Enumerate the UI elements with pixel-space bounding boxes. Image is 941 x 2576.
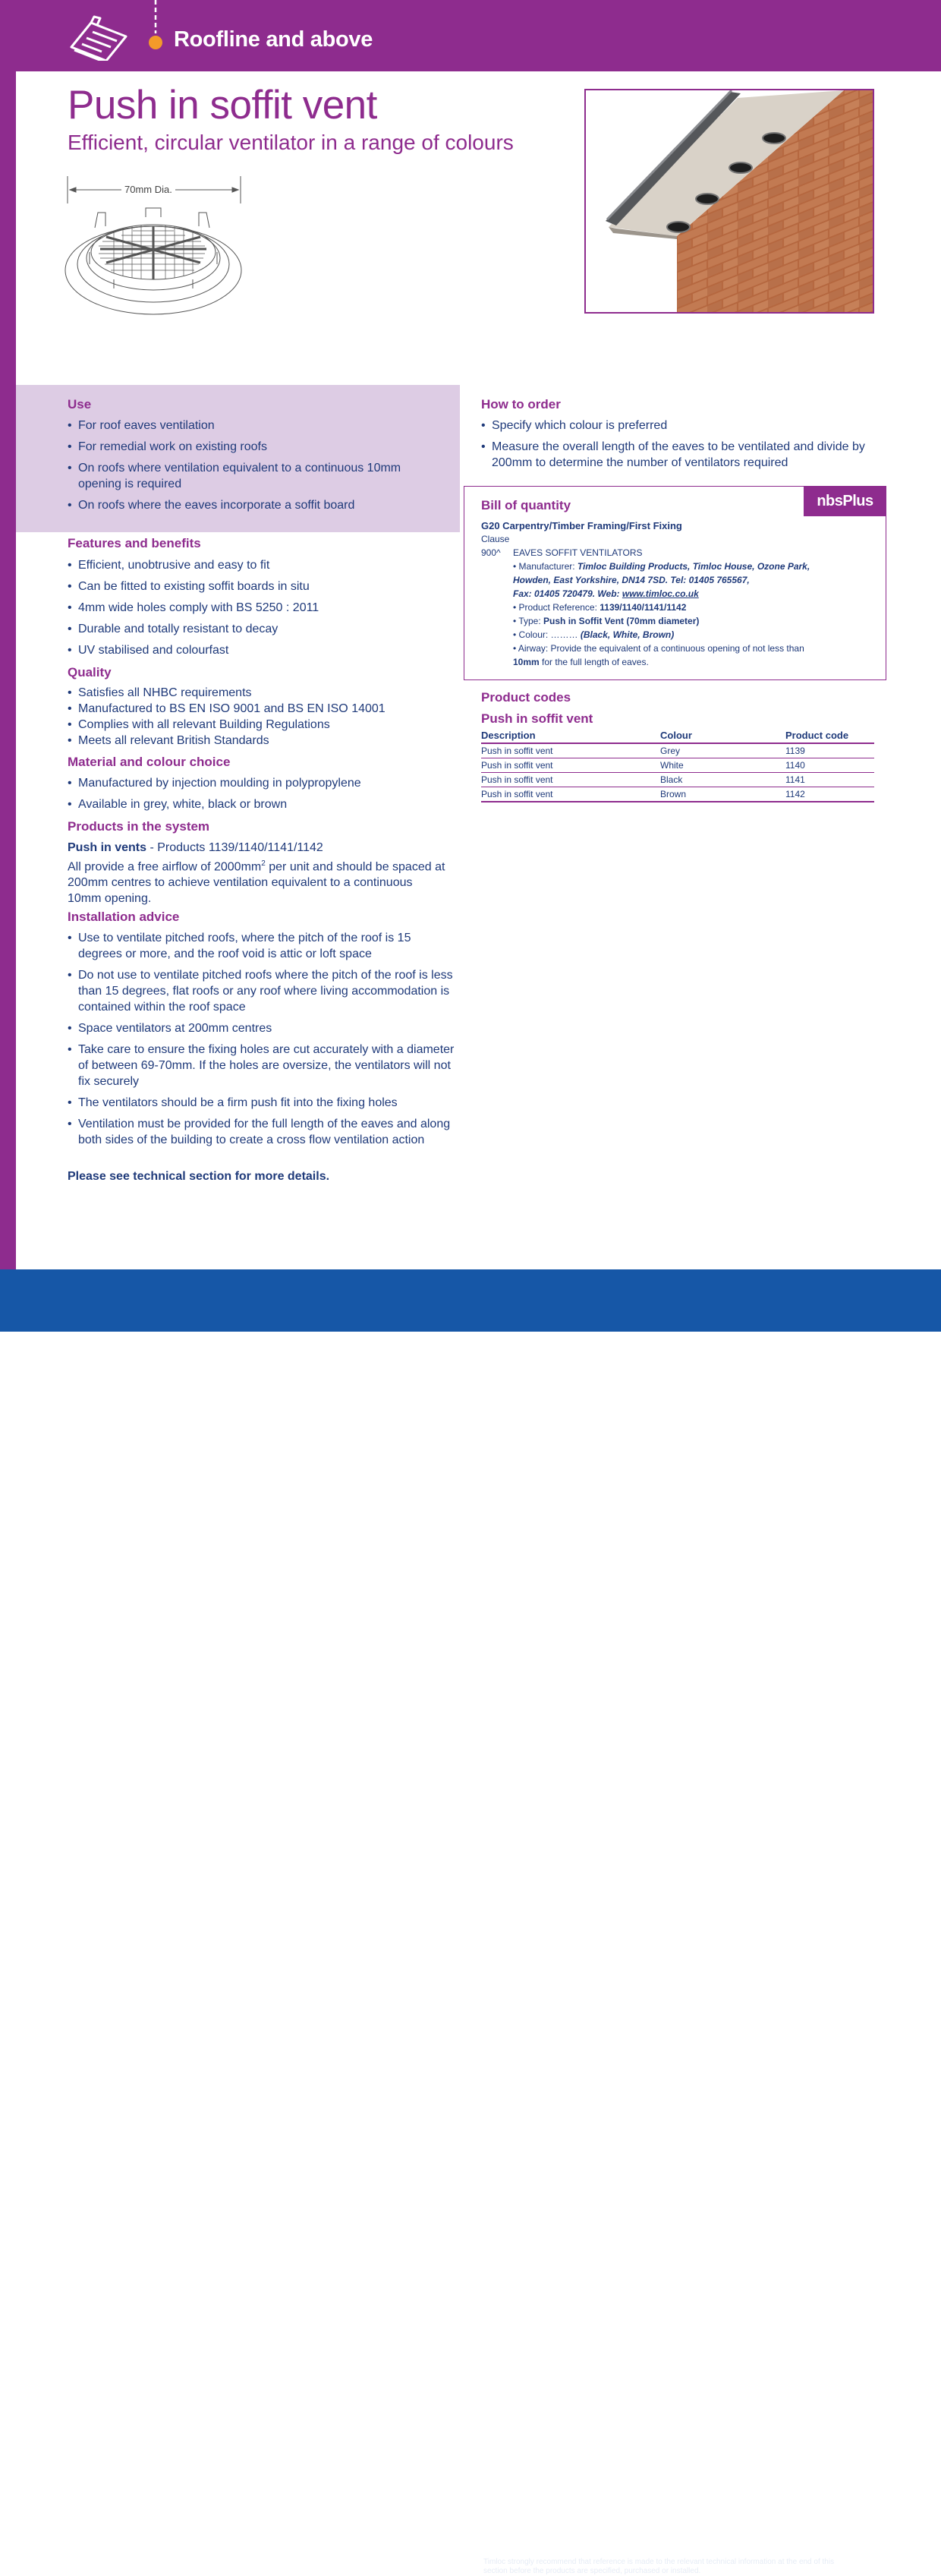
- boq-clause-number: 900^: [481, 547, 501, 558]
- timeline-dot-icon: [148, 0, 163, 53]
- boq-airway-end: [513, 655, 649, 669]
- boq-type-label: • Type:: [513, 616, 544, 626]
- list-item: • Space ventilators at 200mm centres: [68, 1020, 455, 1036]
- features-heading: Features and benefits: [68, 536, 201, 550]
- boq-clause-label: Clause: [481, 534, 510, 544]
- boq-type-value: Push in Soffit Vent (70mm diameter): [543, 616, 700, 626]
- list-item: • Measure the overall length of the eaves to be ventilated and divide by 200mm to determine the number of ventilators required: [481, 439, 868, 471]
- order-list: [481, 418, 868, 476]
- column-header: Description: [481, 727, 660, 743]
- email-link[interactable]: sales@timloc.co.uk: [238, 2558, 351, 2571]
- boq-manufacturer-line1: Timloc Building Products, Timloc House, Ozone Park,: [577, 561, 810, 572]
- table-cell: Brown: [660, 787, 785, 802]
- table-cell: 1141: [785, 773, 874, 787]
- boq-section: G20 Carpentry/Timber Framing/First Fixing: [481, 520, 682, 531]
- installation-list: [68, 930, 455, 1153]
- boq-type: [513, 614, 699, 628]
- dimension-label: 70mm Dia.: [121, 184, 175, 195]
- list-item: • Take care to ensure the fixing holes are cut accurately with a diameter of between 69-70mm. If the holes are oversize, the ventilators will not fix securely: [68, 1042, 455, 1089]
- system-text-end: per unit and should be spaced at 200mm centres to achieve ventilation equivalent to a continuous 10mm opening.: [68, 860, 445, 906]
- email-label: Email.: [200, 2558, 238, 2571]
- boq-heading: Bill of quantity: [481, 498, 571, 512]
- table-cell: Push in soffit vent: [481, 787, 660, 802]
- superscript: 2: [261, 859, 266, 868]
- boq-manufacturer-line3: [513, 587, 699, 601]
- table-cell: 1139: [785, 743, 874, 758]
- boq-airway: • Airway: Provide the equivalent of a continuous opening of not less than: [513, 643, 804, 654]
- boq-reference: [513, 601, 686, 614]
- boq-airway-bold: 10mm: [513, 657, 540, 667]
- boq-airway-tail: for the full length of eaves.: [539, 657, 649, 667]
- technical-note: Please see technical section for more details.: [68, 1170, 330, 1183]
- boq-fax: Fax: 01405 720479. Web:: [513, 588, 622, 599]
- boq-manufacturer: [513, 560, 810, 573]
- system-heading: Products in the system: [68, 819, 210, 834]
- list-item: • Meets all relevant British Standards: [68, 733, 462, 749]
- table-cell: Grey: [660, 743, 785, 758]
- boq-website-link[interactable]: www.timloc.co.uk: [622, 588, 699, 599]
- material-heading: Material and colour choice: [68, 755, 231, 769]
- table-cell: Push in soffit vent: [481, 758, 660, 773]
- list-item: • Manufactured by injection moulding in polypropylene: [68, 775, 462, 791]
- list-item: • Specify which colour is preferred: [481, 418, 868, 434]
- boq-manufacturer-label: • Manufacturer:: [513, 561, 578, 572]
- table-cell: Push in soffit vent: [481, 743, 660, 758]
- list-item: • Complies with all relevant Building Regulations: [68, 717, 462, 733]
- page-subtitle: Efficient, circular ventilator in a range of colours: [68, 131, 514, 154]
- quality-list: [68, 685, 462, 749]
- list-item: • For roof eaves ventilation: [68, 418, 401, 434]
- table-row: [481, 773, 874, 787]
- list-item: • The ventilators should be a firm push fit into the fixing holes: [68, 1095, 455, 1111]
- footer-bar: [0, 1269, 941, 2575]
- column-header: Product code: [785, 727, 874, 743]
- use-heading: Use: [68, 397, 92, 411]
- order-heading: How to order: [481, 397, 561, 411]
- list-item: • Use to ventilate pitched roofs, where the pitch of the roof is 15 degrees or more, and the roof void is attic or loft space: [68, 930, 455, 962]
- table-cell: Push in soffit vent: [481, 773, 660, 787]
- boq-reference-label: • Product Reference:: [513, 602, 600, 613]
- boq-reference-value: 1139/1140/1141/1142: [600, 602, 687, 613]
- separator: |: [184, 2558, 201, 2571]
- product-codes-heading: Product codes: [481, 690, 571, 705]
- table-row: [481, 787, 874, 802]
- nbs-plus-badge: nbsPlus: [804, 486, 886, 516]
- house-roof-icon: [68, 14, 137, 61]
- quality-heading: Quality: [68, 665, 112, 679]
- use-list: [68, 418, 401, 519]
- list-item: • Do not use to ventilate pitched roofs where the pitch of the roof is less than 15 degrees, flat roofs or any roof where living accommodation is contained within the roof space: [68, 967, 455, 1015]
- footer-disclaimer: Timloc strongly recommend that reference is made to the relevant technical information at the end of this section before the products are specified, purchased or installed.: [483, 2558, 835, 2575]
- table-cell: White: [660, 758, 785, 773]
- installation-heading: Installation advice: [68, 910, 180, 924]
- system-description: [68, 840, 447, 906]
- system-product-refs: - Products 1139/1140/1141/1142: [146, 841, 323, 854]
- table-header-row: [481, 727, 874, 743]
- boq-colour: [513, 628, 674, 642]
- product-photo: [584, 89, 874, 314]
- header-bar: [0, 0, 941, 71]
- table-cell: 1142: [785, 787, 874, 802]
- boq-colour-value: (Black, White, Brown): [580, 629, 675, 640]
- list-item: • Manufactured to BS EN ISO 9001 and BS EN ISO 14001: [68, 701, 462, 717]
- footer-contact: [79, 2558, 470, 2571]
- list-item: • Efficient, unobtrusive and easy to fit: [68, 557, 447, 573]
- product-codes-table: [481, 727, 874, 802]
- list-item: • For remedial work on existing roofs: [68, 439, 401, 455]
- list-item: • Satisfies all NHBC requirements: [68, 685, 462, 701]
- website-link[interactable]: www.timloc.co.uk: [367, 2558, 470, 2571]
- list-item: • 4mm wide holes comply with BS 5250 : 2011: [68, 600, 447, 616]
- list-item: • On roofs where ventilation equivalent to a continuous 10mm opening is required: [68, 460, 401, 492]
- table-cell: 1140: [785, 758, 874, 773]
- list-item: • Available in grey, white, black or brown: [68, 796, 462, 812]
- list-item: • UV stabilised and colourfast: [68, 642, 447, 658]
- list-item: • Durable and totally resistant to decay: [68, 621, 447, 637]
- material-list: [68, 775, 462, 818]
- table-row: [481, 758, 874, 773]
- list-item: • Ventilation must be provided for the full length of the eaves and along both sides of the building to create a cross flow ventilation action: [68, 1116, 455, 1148]
- page-title: Push in soffit vent: [68, 83, 377, 128]
- product-codes-subheading: Push in soffit vent: [481, 711, 593, 726]
- features-list: [68, 557, 447, 664]
- system-text: All provide a free airflow of 2000mm: [68, 860, 262, 874]
- call-label: Call.: [79, 2558, 107, 2571]
- vent-technical-drawing: [61, 173, 250, 329]
- eaves-photo-illustration: [586, 90, 873, 312]
- list-item: • On roofs where the eaves incorporate a soffit board: [68, 497, 401, 513]
- separator: |: [351, 2558, 368, 2571]
- boq-colour-label: • Colour: ………: [513, 629, 581, 640]
- table-row: [481, 743, 874, 758]
- table-cell: Black: [660, 773, 785, 787]
- phone-link[interactable]: 01405 765567: [106, 2558, 184, 2571]
- section-label: Roofline and above: [174, 27, 373, 52]
- left-accent-bar: [0, 71, 16, 1269]
- system-product-name: Push in vents: [68, 841, 147, 854]
- list-item: • Can be fitted to existing soffit boards in situ: [68, 579, 447, 594]
- boq-manufacturer-line2: Howden, East Yorkshire, DN14 7SD. Tel: 01405 765567,: [513, 575, 750, 585]
- column-header: Colour: [660, 727, 785, 743]
- boq-clause-title: EAVES SOFFIT VENTILATORS: [513, 547, 643, 558]
